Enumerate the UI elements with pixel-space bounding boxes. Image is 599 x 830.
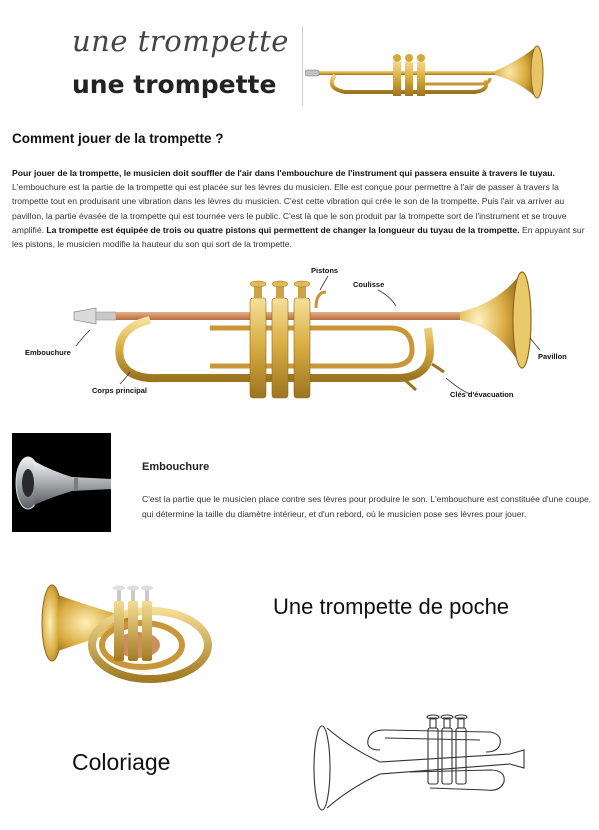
paragraph-text-1: L'embouchure est la partie de la trompette qui est placée sur les lèvres du musicien. Elle est conçue pour permettre à l'air de passer à travers la trompette tout en produisant une vibration dans les lèvres du musicien. C'est cette vibration qui crée le son de la trompette. Puis l'air va arriver au pavillon, la partie évasée de la trompette qui est tournée vers le public. C'est là que le son produit par la trompette sort de l'instrument et se trouve amplifié. <box>12 182 567 235</box>
paragraph-text-2: En appuyant sur les pistons, le musicien modifie la hauteur du son qui sort de la trompette. <box>12 224 585 250</box>
label-cles-evacuation: Clés d'évacuation <box>450 390 514 399</box>
section-title: Comment jouer de la trompette ? <box>12 131 224 146</box>
intro-paragraph <box>12 166 588 251</box>
cursive-title: une trompette <box>72 24 289 58</box>
pocket-trumpet-photo <box>38 575 213 690</box>
print-title: une trompette <box>72 70 277 99</box>
trumpet-photo-small <box>305 40 545 104</box>
label-pavillon: Pavillon <box>538 352 567 361</box>
coloring-title: Coloriage <box>72 749 171 775</box>
paragraph-bold-intro: Pour jouer de la trompette, le musicien doit souffler de l'air dans l'embouchure de l'instrument qui passera ensuite à travers le tuyau. <box>12 168 555 178</box>
mouthpiece-icon <box>12 433 111 532</box>
label-embouchure: Embouchure <box>25 348 71 357</box>
paragraph-bold-pistons: La trompette est équipée de trois ou quatre pistons qui permettent de changer la longueur du tuyau de la trompette. <box>46 224 520 235</box>
label-coulisse: Coulisse <box>353 280 385 289</box>
mouthpiece-photo <box>12 433 111 532</box>
pocket-trumpet-title: Une trompette de poche <box>273 594 510 619</box>
trumpet-coloring-outline <box>310 710 535 816</box>
mouthpiece-description: C'est la partie que le musicien place contre ses lèvres pour produire le son. L'embouchure est constituée d'une coupe, qui détermine la taille du diamètre intérieur, et d'un rebord, où le musicien pose ses lèvres pour jouer. <box>142 494 592 519</box>
label-pistons: Pistons <box>311 266 339 275</box>
header-divider <box>302 26 303 106</box>
mouthpiece-title: Embouchure <box>142 461 210 473</box>
label-corps-principal: Corps principal <box>92 386 148 395</box>
